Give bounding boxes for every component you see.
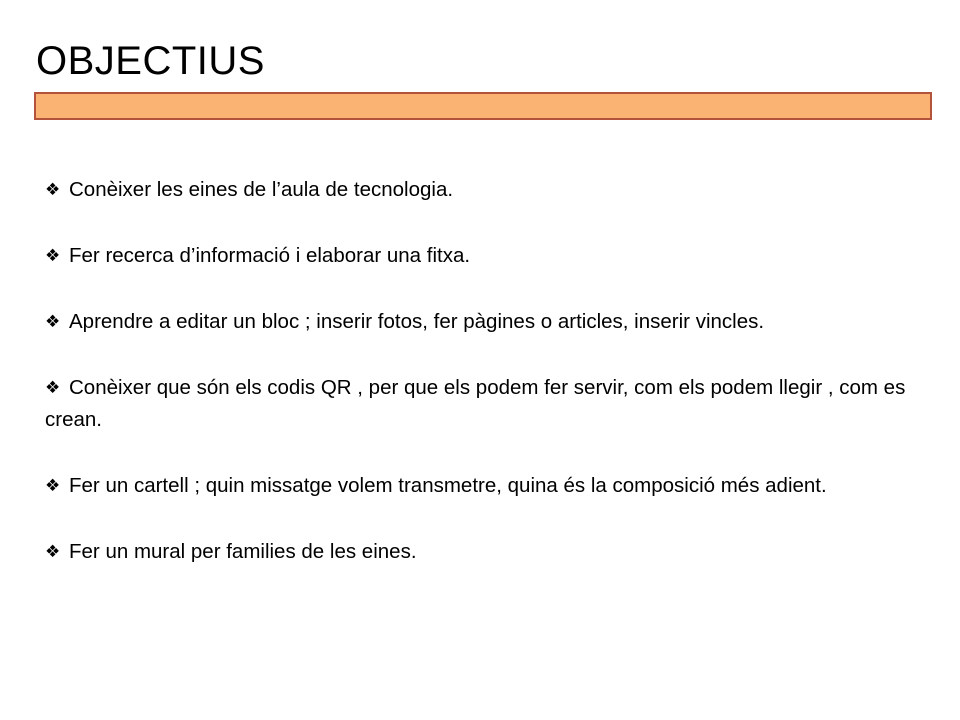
- list-item: [45, 306, 915, 338]
- list-item: [45, 174, 915, 206]
- diamond-bullet-icon: ❖: [45, 312, 61, 331]
- objectives-list: [45, 174, 915, 602]
- objective-text: Conèixer les eines de l’aula de tecnologia.: [69, 178, 454, 201]
- diamond-bullet-icon: ❖: [45, 378, 61, 397]
- objective-text: Fer un cartell ; quin missatge volem transmetre, quina és la composició més adient.: [69, 474, 827, 497]
- diamond-bullet-icon: ❖: [45, 180, 61, 199]
- title-accent-bar: [34, 92, 932, 120]
- diamond-bullet-icon: ❖: [45, 542, 61, 561]
- objective-text: Fer recerca d’informació i elaborar una fitxa.: [69, 244, 471, 267]
- diamond-bullet-icon: ❖: [45, 476, 61, 495]
- diamond-bullet-icon: ❖: [45, 246, 61, 265]
- list-item: [45, 372, 915, 436]
- slide-title: OBJECTIUS: [36, 39, 265, 83]
- list-item: [45, 240, 915, 272]
- objective-text: Fer un mural per families de les eines.: [69, 540, 417, 563]
- objective-text: Conèixer que són els codis QR , per que els podem fer servir, com els podem llegir , com es crean.: [45, 376, 906, 431]
- objective-text: Aprendre a editar un bloc ; inserir fotos, fer pàgines o articles, inserir vincles.: [69, 310, 765, 333]
- list-item: [45, 470, 915, 502]
- list-item: [45, 536, 915, 568]
